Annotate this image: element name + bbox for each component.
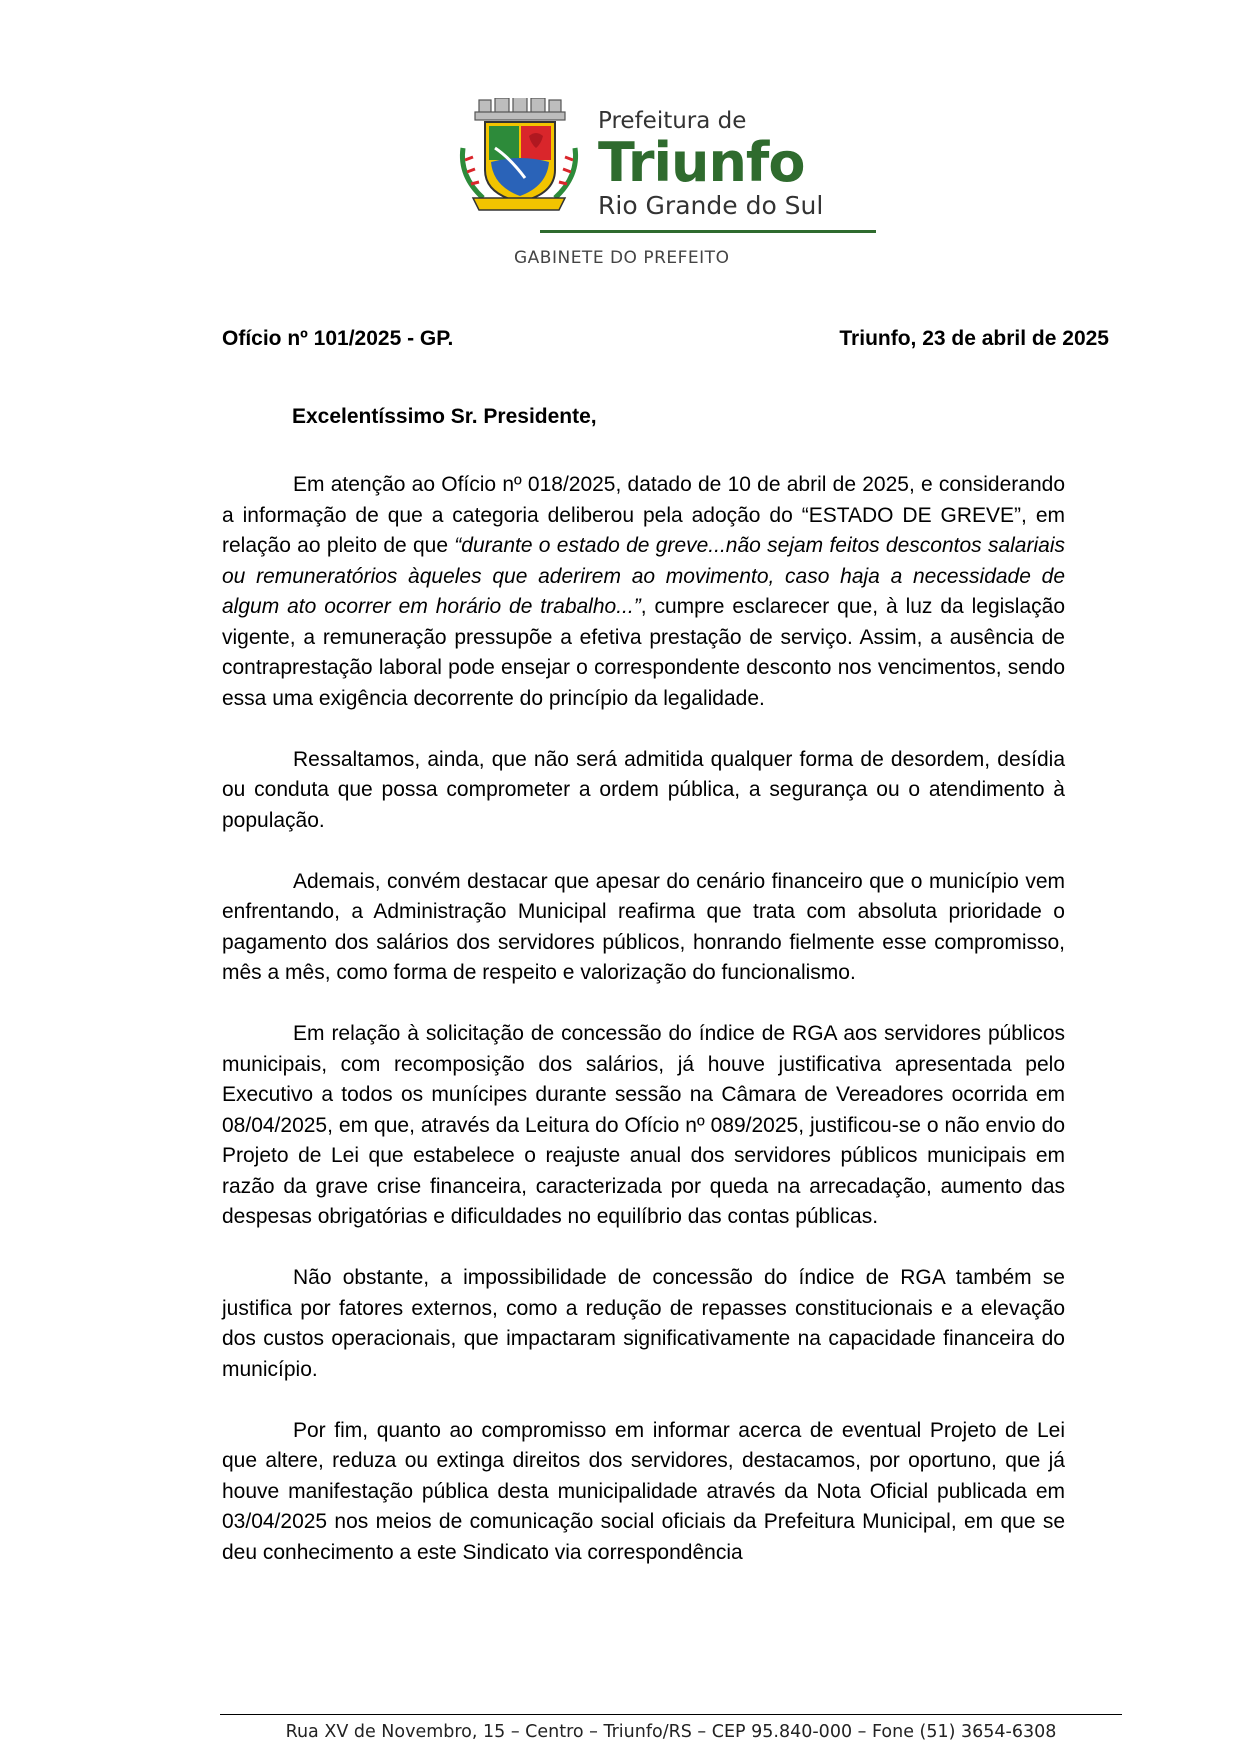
paragraph-1-intro: Em atenção ao Ofício nº 018/2025, datado de 10 de abril de 2025, e considerando a informação de que a categoria deliberou pela adoção do “ESTADO DE GREVE”, em relação ao pleito de que	[222, 473, 1065, 557]
document-place-date: Triunfo, 23 de abril de 2025	[839, 327, 1109, 350]
logo-city-name: Triunfo	[598, 131, 805, 194]
paragraph-4: Em relação à solicitação de concessão do índice de RGA aos servidores públicos municipais, com recomposição dos salários, já houve justificativa apresentada pelo Executivo a todos os munícipes durante sessão na Câmara de Vereadores ocorrida em 08/04/2025, em que, através da Leitura do Ofício nº 089/2025, justificou-se o não envio do Projeto de Lei que estabelece o reajuste anual dos servidores públicos municipais em razão da grave crise financeira, caracterizada por queda na arrecadação, aumento das despesas obrigatórias e dificuldades no equilíbrio das contas públicas.	[222, 1022, 1065, 1228]
document-reference: Ofício nº 101/2025 - GP.	[222, 327, 454, 350]
municipality-logo-text	[598, 108, 823, 220]
department-name: GABINETE DO PREFEITO	[514, 248, 730, 268]
paragraph-2: Ressaltamos, ainda, que não será admitida qualquer forma de desordem, desídia ou conduta que possa comprometer a ordem pública, a segurança ou o atendimento à população.	[222, 747, 1065, 832]
paragraph-1-quote: “durante o estado de greve...não sejam feitos descontos salariais ou remuneratórios àqueles que aderirem ao movimento, caso haja a necessidade de algum ato ocorrer em horário de trabalho...”	[222, 534, 1065, 618]
paragraph-3: Ademais, convém destacar que apesar do cenário financeiro que o município vem enfrentando, a Administração Municipal reafirma que trata com absoluta prioridade o pagamento dos salários dos servidores públicos, honrando fielmente esse compromisso, mês a mês, como forma de respeito e valorização do funcionalismo.	[222, 869, 1065, 984]
coat-of-arms-icon	[455, 98, 583, 216]
logo-divider	[540, 230, 876, 233]
footer-address: Rua XV de Novembro, 15 – Centro – Triunfo/RS – CEP 95.840-000 – Fone (51) 3654-6308	[285, 1722, 1057, 1742]
paragraph-6: Por fim, quanto ao compromisso em informar acerca de eventual Projeto de Lei que altere, reduza ou extinga direitos dos servidores, destacamos, por oportuno, que já houve manifestação pública desta municipalidade através da Nota Oficial publicada em 03/04/2025 nos meios de comunicação social oficiais da Prefeitura Municipal, em que se deu conhecimento a este Sindicato via correspondência	[222, 1418, 1065, 1564]
paragraph-5: Não obstante, a impossibilidade de concessão do índice de RGA também se justifica por fatores externos, como a redução de repasses constitucionais e a elevação dos custos operacionais, que impactaram significativamente na capacidade financeira do município.	[222, 1266, 1065, 1381]
salutation: Excelentíssimo Sr. Presidente,	[292, 405, 597, 428]
paragraph-1	[222, 470, 1065, 714]
footer-divider	[220, 1714, 1122, 1715]
letterhead	[0, 0, 1241, 290]
paragraph-1-conclusion: , cumpre esclarecer que, à luz da legislação vigente, a remuneração pressupõe a efetiva prestação de serviço. Assim, a ausência de contraprestação laboral pode ensejar o correspondente desconto nos vencimentos, sendo essa uma exigência decorrente do princípio da legalidade.	[222, 595, 1065, 710]
logo-prefeitura-label: Prefeitura de	[598, 108, 747, 134]
letter-body	[222, 470, 1065, 1568]
logo-state-name: Rio Grande do Sul	[598, 191, 824, 220]
